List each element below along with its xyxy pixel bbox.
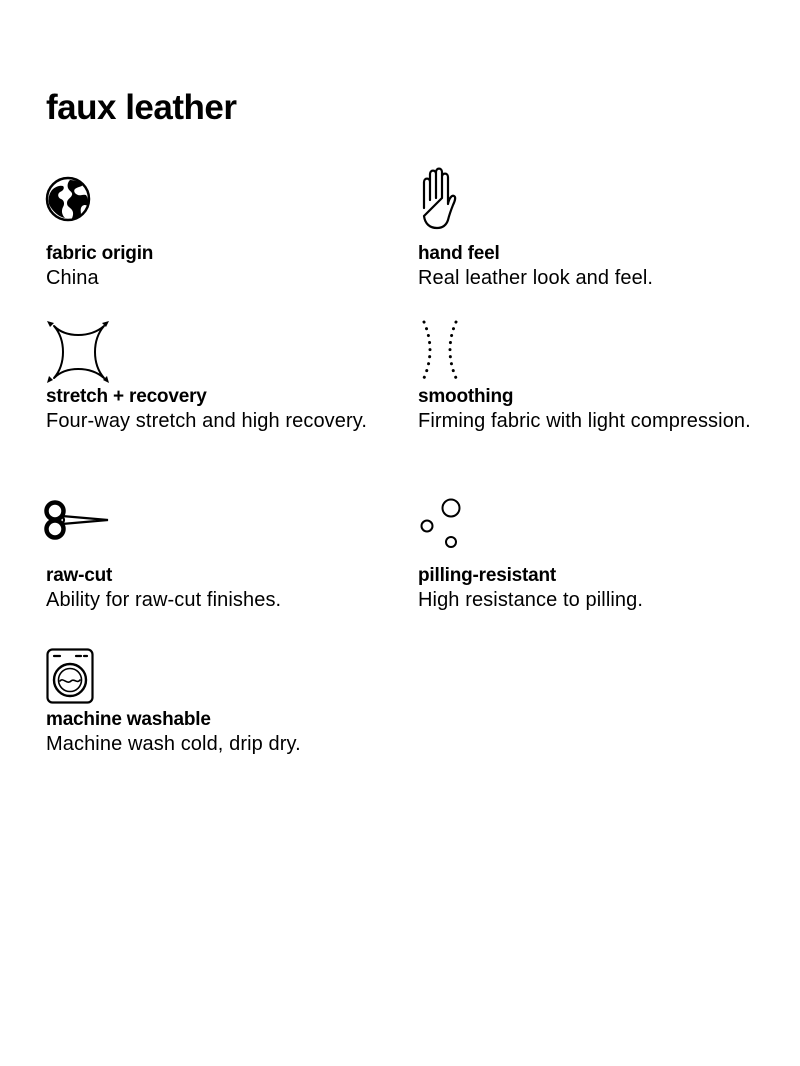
page-title: faux leather bbox=[46, 88, 237, 127]
feature-machine-washable bbox=[46, 648, 391, 757]
feature-description: Firming fabric with light compression. bbox=[418, 410, 751, 432]
feature-label: raw-cut bbox=[46, 565, 113, 586]
feature-label: machine washable bbox=[46, 709, 211, 730]
feature-stretch-recovery bbox=[46, 320, 391, 434]
hand-icon bbox=[418, 168, 488, 241]
feature-fabric-origin bbox=[46, 177, 391, 291]
feature-label: smoothing bbox=[418, 386, 514, 407]
feature-description: Real leather look and feel. bbox=[418, 267, 654, 289]
feature-raw-cut bbox=[42, 495, 387, 613]
feature-label: fabric origin bbox=[46, 243, 154, 264]
pilling-bubbles-icon bbox=[418, 495, 488, 563]
feature-description: China bbox=[46, 267, 99, 289]
feature-smoothing bbox=[418, 320, 763, 434]
smoothing-icon bbox=[418, 320, 488, 384]
globe-icon bbox=[46, 177, 116, 241]
feature-description: Four-way stretch and high recovery. bbox=[46, 410, 368, 432]
feature-description: Ability for raw-cut finishes. bbox=[46, 589, 282, 611]
feature-label: pilling-resistant bbox=[418, 565, 557, 586]
four-way-stretch-icon bbox=[46, 320, 116, 384]
feature-description: Machine wash cold, drip dry. bbox=[46, 733, 301, 755]
washing-machine-icon bbox=[46, 648, 116, 707]
feature-pilling-resistant bbox=[418, 495, 763, 613]
feature-label: hand feel bbox=[418, 243, 500, 264]
scissors-icon bbox=[42, 495, 112, 563]
feature-description: High resistance to pilling. bbox=[418, 589, 644, 611]
feature-label: stretch + recovery bbox=[46, 386, 207, 407]
feature-hand-feel bbox=[418, 168, 763, 291]
